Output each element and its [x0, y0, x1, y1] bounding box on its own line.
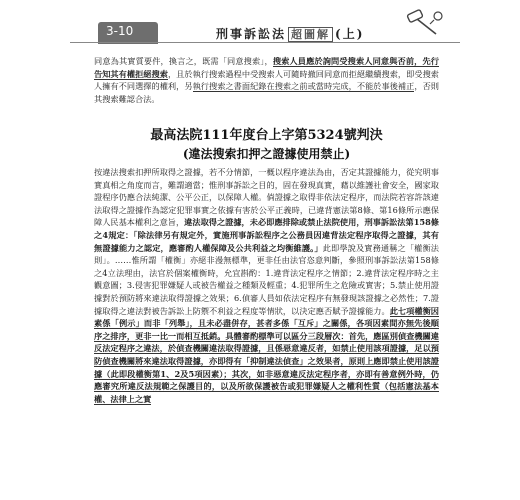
intro-s5: ，否則其搜索難認合法。 — [94, 81, 439, 104]
gavel-icon — [402, 8, 448, 40]
judgment-b: 違法取得之證據，未必即應排除或禁止法院使用，刑事訴訟法第158條之4規定：「除法律另有規定外，實施刑事訴訟程序之公務員因違背法定程序取得之證據，其有無證據能力之認定，應審酌人權保障及公共利益之均衡維護。」 — [94, 217, 439, 253]
book-title — [216, 25, 364, 42]
intro-s3: ，且於執行搜索過程中受搜索人可隨時撤回同意而拒絕繼續搜索，即受搜索人擁有不同選擇的權利，另 — [94, 68, 439, 92]
intro-paragraph — [94, 55, 439, 105]
intro-s4: 執行搜索之書面紀錄在搜索之前或當時完成，不能於事後補正 — [192, 81, 415, 92]
intro-s1: 同意為其實質要件，換言之，既需「同意搜索」， — [94, 56, 273, 66]
judgment-paragraph — [94, 166, 439, 405]
page-header — [70, 6, 460, 40]
book-title-graphic: 超圖解 — [288, 27, 333, 42]
book-title-main: 刑事訴訟法 — [216, 27, 287, 41]
header-rule — [70, 42, 460, 43]
case-title: 最高法院111年度台上字第5324號判決 — [150, 128, 383, 143]
judgment-a: 按違法搜索扣押所取得之證據，若不分情節，一概以程序違法為由，否定其證據能力，從究明事實真相之角度而言，難謂適當；惟刑事訴訟之目的，固在發現真實，藉以維護社會安全，國家取證程序仍應合法純潔、公平公正，以保障人權。倘證據之取得非依法定程序，而法院若容許該違法取得之證據作為認定犯罪事實之依據有害於公平正義時，已違背憲法第8條、第16條所示應保障人民基本權利之意旨， — [94, 167, 439, 228]
book-title-suffix: (上) — [335, 27, 365, 41]
page-number: 3-10 — [106, 24, 134, 38]
judgment-d: 此七項權衡因素係「例示」而非「列舉」，且未必盡併存，甚者多係「互斥」之關係，各項因素間亦無先後順序之排序，更非一比一而相互抵銷。具體審酌標準可以區分三段層次：首先，應區別偵查機關違反法定程序之違法，於偵查機關違法取得證據，且係惡意違反者，如禁止使用該項證據，足以預防偵查機關將來違法取得證據，亦即得有「抑制違法偵查」之效果者，原則上應即禁止使用該證據（此即段權衡第1、2及5項因素）；其次，如非惡意違反法定程序者，亦即有善意例外時，仍應審究所違反法規範之保護目的，以及所欲保護被告或犯罪嫌疑人之權利性質（包括憲法基本權、法律上之實 — [94, 305, 439, 404]
intro-s2: 搜索人員應於詢問受搜索人同意與否前，先行告知其有權拒絕搜索 — [94, 56, 439, 79]
judgment-c: 此即學說及實務通稱之「權衡法則」。……惟所謂「權衡」亦絕非漫無標準，更非任由法官恣意判斷，參照刑事訴訟法第158條之4立法理由，法官於個案權衡時，允宜斟酌：1.違背法定程序之情節；2.違背法定程序時之主觀意圖；3.侵害犯罪嫌疑人或被告權益之種類及輕重；4.犯罪所生之危險或實害；5.禁止使用證據對於預防將來違法取得證據之效果；6.偵審人員如依法定程序有無發現該證據之必然性；7.證據取得之違法對被告訴訟上防禦不利益之程度等情狀，以決定應否賦予證據能力。 — [94, 242, 439, 316]
case-subtitle: (違法搜索扣押之證據使用禁止) — [182, 147, 351, 161]
